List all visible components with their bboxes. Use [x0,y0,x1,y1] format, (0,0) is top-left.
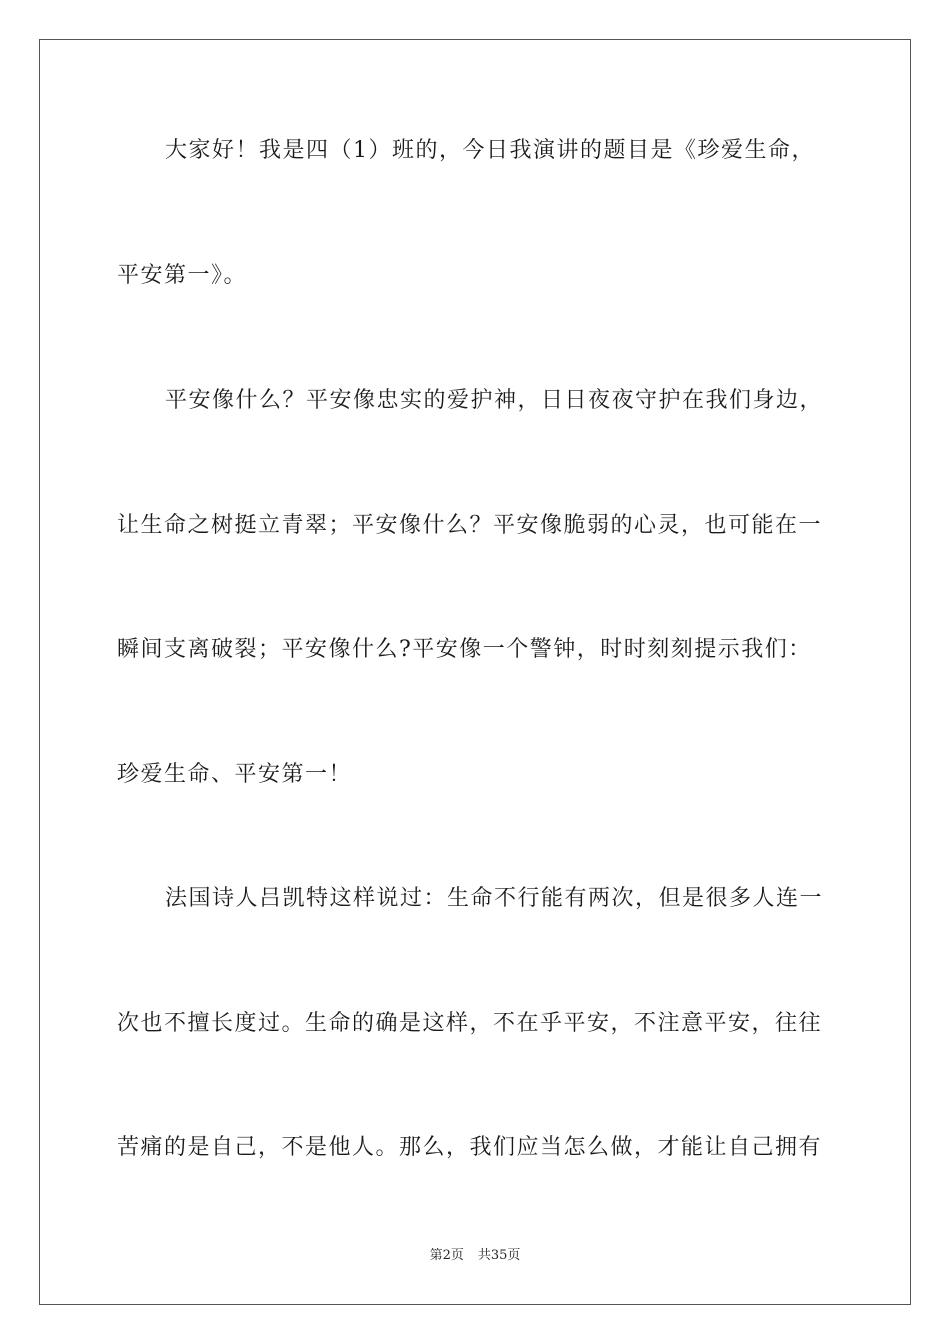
paragraph-line: 珍爱生命、平安第一！ [117,762,353,787]
paragraph-line: 让生命之树挺立青翠；平安像什么？平安像脆弱的心灵，也可能在一 [117,513,823,538]
paragraph-line: 大家好！我是四（1）班的，今日我演讲的题目是《珍爱生命， [165,138,815,163]
page-border [39,39,911,1305]
paragraph-line: 法国诗人吕凯特这样说过：生命不行能有两次，但是很多人连一 [165,886,824,911]
paragraph-line: 次也不擅长度过。生命的确是这样，不在乎平安，不注意平安，往往 [117,1011,823,1036]
page-footer [0,1247,950,1265]
paragraph-line: 苦痛的是自己，不是他人。那么，我们应当怎么做，才能让自己拥有 [117,1135,823,1160]
paragraph-line: 平安第一》。 [117,263,248,288]
page-total: 共35页 [477,1248,521,1263]
page-number: 第2页 [429,1248,464,1263]
paragraph-line: 瞬间支离破裂；平安像什么?平安像一个警钟，时时刻刻提示我们： [117,637,812,662]
paragraph-line: 平安像什么？平安像忠实的爱护神，日日夜夜守护在我们身边， [165,388,824,413]
